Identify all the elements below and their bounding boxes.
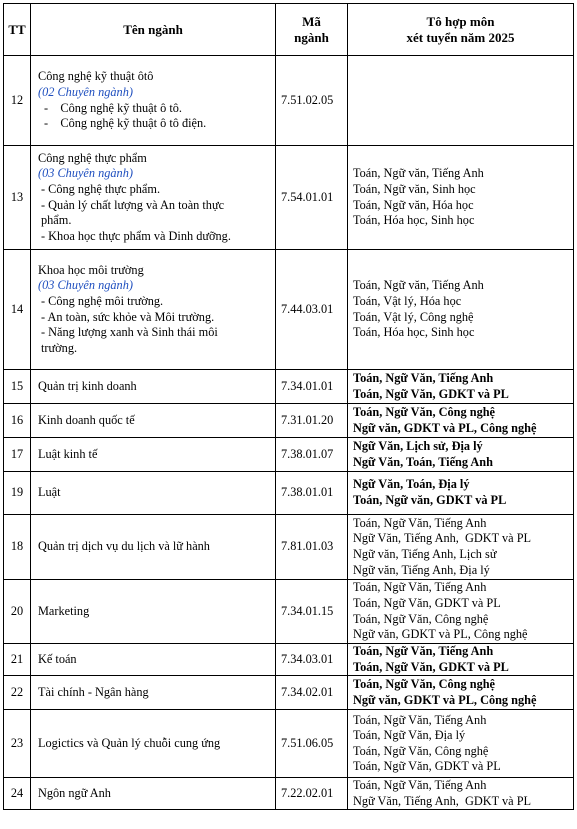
program-name-cell: [31, 472, 276, 515]
table-row: [4, 778, 574, 810]
table-row: [4, 438, 574, 472]
program-name-cell: [31, 146, 276, 250]
subject-combinations: [348, 404, 574, 438]
subject-combinations: [348, 146, 574, 250]
program-name: Tài chính - Ngân hàng: [38, 684, 149, 699]
subject-combination: Ngữ Văn, Toán, Địa lý: [353, 477, 470, 492]
table-row: [4, 644, 574, 676]
subject-combination: Toán, Ngữ Văn, Tiếng Anh: [353, 778, 487, 793]
subject-combination: Ngữ văn, GDKT và PL, Công nghệ: [353, 627, 528, 642]
specialization-count: (03 Chuyên ngành): [38, 278, 133, 293]
subject-combination: Toán, Hóa học, Sinh học: [353, 213, 475, 228]
specialization-item: - Năng lượng xanh và Sinh thái môi: [41, 325, 218, 340]
table-row: [4, 250, 574, 370]
specialization-count: (03 Chuyên ngành): [38, 166, 133, 181]
subject-combination: Toán, Ngữ Văn, Công nghệ: [353, 677, 496, 692]
table-row: [4, 676, 574, 710]
subject-combination: Toán, Ngữ Văn, Tiếng Anh: [353, 515, 487, 530]
program-name-cell: [31, 370, 276, 404]
row-number: 19: [4, 472, 31, 515]
program-name: Công nghệ kỹ thuật ôtô: [38, 69, 154, 84]
program-name: Ngôn ngữ Anh: [38, 785, 111, 800]
subject-combination: Toán, Ngữ Văn, GDKT và PL: [353, 595, 501, 610]
subject-combination: Ngữ Văn, Tiếng Anh, GDKT và PL: [353, 793, 532, 808]
table-header-row: [4, 4, 574, 56]
subject-combination: Toán, Vật lý, Hóa học: [353, 293, 462, 308]
program-code: 7.34.03.01: [276, 644, 348, 676]
program-name: Công nghệ thực phẩm: [38, 150, 147, 165]
specialization-count: (02 Chuyên ngành): [38, 84, 133, 99]
row-number: 20: [4, 580, 31, 644]
program-name-cell: [31, 676, 276, 710]
specialization-item: - Công nghệ kỹ thuật ô tô.: [44, 100, 182, 115]
program-name-cell: [31, 580, 276, 644]
program-code: 7.51.02.05: [276, 56, 348, 146]
specialization-item: - Khoa học thực phẩm và Dinh dưỡng.: [41, 228, 231, 243]
program-code: 7.44.03.01: [276, 250, 348, 370]
subject-combination: Toán, Ngữ Văn, GDKT và PL: [353, 659, 509, 674]
table-row: [4, 515, 574, 580]
table-row: [4, 370, 574, 404]
subject-combination: Toán, Ngữ văn, Sinh học: [353, 181, 476, 196]
program-name: Quản trị dịch vụ du lịch và lữ hành: [38, 539, 210, 554]
subject-combinations: [348, 778, 574, 810]
row-number: 24: [4, 778, 31, 810]
program-name-cell: [31, 778, 276, 810]
subject-combinations: [348, 676, 574, 710]
program-name-cell: [31, 250, 276, 370]
specialization-item: trường.: [41, 340, 78, 355]
subject-combination: Toán, Ngữ Văn, Công nghệ: [353, 743, 489, 758]
subject-combination: Ngữ Văn, Lịch sử, Địa lý: [353, 438, 483, 453]
header-tt: TT: [4, 4, 31, 56]
subject-combination: Ngữ văn, Tiếng Anh, Lịch sử: [353, 547, 497, 561]
subject-combination: Toán, Ngữ văn, Tiếng Anh: [353, 278, 484, 293]
program-name: Luật: [38, 485, 61, 500]
subject-combinations: [348, 472, 574, 515]
program-code: 7.31.01.20: [276, 404, 348, 438]
table-row: [4, 710, 574, 778]
program-name-cell: [31, 56, 276, 146]
table-row: [4, 56, 574, 146]
program-name-cell: [31, 710, 276, 778]
table-row: [4, 472, 574, 515]
subject-combinations: [348, 644, 574, 676]
subject-combinations: [348, 250, 574, 370]
subject-combination: Toán, Ngữ Văn, Công nghệ: [353, 611, 489, 626]
subject-combination: Ngữ Văn, Tiếng Anh, GDKT và PL: [353, 531, 532, 546]
row-number: 16: [4, 404, 31, 438]
row-number: 23: [4, 710, 31, 778]
program-name: Luật kinh tế: [38, 446, 98, 461]
subject-combination: Toán, Ngữ văn, Hóa học: [353, 197, 474, 212]
subject-combinations: [348, 580, 574, 644]
subject-combinations: [348, 438, 574, 472]
subject-combination: Toán, Ngữ Văn, Tiếng Anh: [353, 712, 487, 727]
program-code: 7.51.06.05: [276, 710, 348, 778]
program-code: 7.34.01.01: [276, 370, 348, 404]
subject-combination: Toán, Ngữ văn, Tiếng Anh: [353, 166, 484, 181]
row-number: 21: [4, 644, 31, 676]
subject-combination: Toán, Ngữ Văn, Công nghệ: [353, 404, 496, 419]
table-row: [4, 146, 574, 250]
row-number: 14: [4, 250, 31, 370]
program-name: Marketing: [38, 603, 90, 618]
program-code: 7.38.01.07: [276, 438, 348, 472]
program-name: Kinh doanh quốc tế: [38, 412, 135, 427]
subject-combination: Ngữ văn, Tiếng Anh, Địa lý: [353, 562, 490, 577]
specialization-item: phẩm.: [41, 213, 72, 228]
row-number: 17: [4, 438, 31, 472]
table-row: [4, 404, 574, 438]
specialization-item: - Quản lý chất lượng và An toàn thực: [41, 197, 225, 212]
specialization-item: - Công nghệ thực phẩm.: [41, 181, 161, 196]
program-code: 7.34.02.01: [276, 676, 348, 710]
specialization-item: - Công nghệ môi trường.: [41, 293, 164, 308]
subject-combination: Toán, Ngữ Văn, Tiếng Anh: [353, 580, 487, 595]
program-name: Khoa học môi trường: [38, 262, 144, 277]
admission-table: [3, 3, 574, 810]
row-number: 15: [4, 370, 31, 404]
program-name-cell: [31, 515, 276, 580]
header-combo-line1: Tô hợp môn: [426, 13, 495, 29]
row-number: 12: [4, 56, 31, 146]
subject-combination: Ngữ Văn, Toán, Tiếng Anh: [353, 454, 493, 469]
subject-combination: Toán, Vật lý, Công nghệ: [353, 309, 474, 324]
subject-combinations: [348, 56, 574, 146]
subject-combinations: [348, 515, 574, 580]
row-number: 13: [4, 146, 31, 250]
specialization-item: - An toàn, sức khỏe và Môi trường.: [41, 309, 215, 324]
program-code: 7.22.02.01: [276, 778, 348, 810]
table-row: [4, 580, 574, 644]
subject-combination: Ngữ văn, GDKT và PL, Công nghệ: [353, 420, 537, 435]
header-combo-line2: xét tuyển năm 2025: [406, 29, 515, 45]
program-code: 7.81.01.03: [276, 515, 348, 580]
row-number: 22: [4, 676, 31, 710]
header-code: Mã ngành: [276, 4, 348, 56]
subject-combination: Toán, Ngữ Văn, Tiếng Anh: [353, 370, 494, 385]
subject-combination: Toán, Ngữ Văn, GDKT và PL: [353, 759, 501, 774]
program-name-cell: [31, 404, 276, 438]
program-name-cell: [31, 438, 276, 472]
subject-combination: Toán, Ngữ Văn, Địa lý: [353, 728, 466, 743]
header-combo: [348, 4, 574, 56]
subject-combination: Toán, Hóa học, Sinh học: [353, 325, 475, 340]
subject-combinations: [348, 710, 574, 778]
subject-combination: Toán, Ngữ Văn, GDKT và PL: [353, 386, 509, 401]
specialization-item: - Công nghệ kỹ thuật ô tô điện.: [44, 116, 207, 131]
program-code: 7.34.01.15: [276, 580, 348, 644]
subject-combinations: [348, 370, 574, 404]
row-number: 18: [4, 515, 31, 580]
subject-combination: Toán, Ngữ văn, GDKT và PL: [353, 493, 507, 507]
program-name-cell: [31, 644, 276, 676]
program-name: Logictics và Quản lý chuỗi cung ứng: [38, 735, 221, 750]
program-code: 7.38.01.01: [276, 472, 348, 515]
program-name: Kế toán: [38, 651, 77, 666]
subject-combination: Ngữ văn, GDKT và PL, Công nghệ: [353, 692, 537, 707]
subject-combination: Toán, Ngữ Văn, Tiếng Anh: [353, 644, 494, 658]
program-name: Quản trị kinh doanh: [38, 378, 137, 393]
header-name: Tên ngành: [31, 4, 276, 56]
program-code: 7.54.01.01: [276, 146, 348, 250]
